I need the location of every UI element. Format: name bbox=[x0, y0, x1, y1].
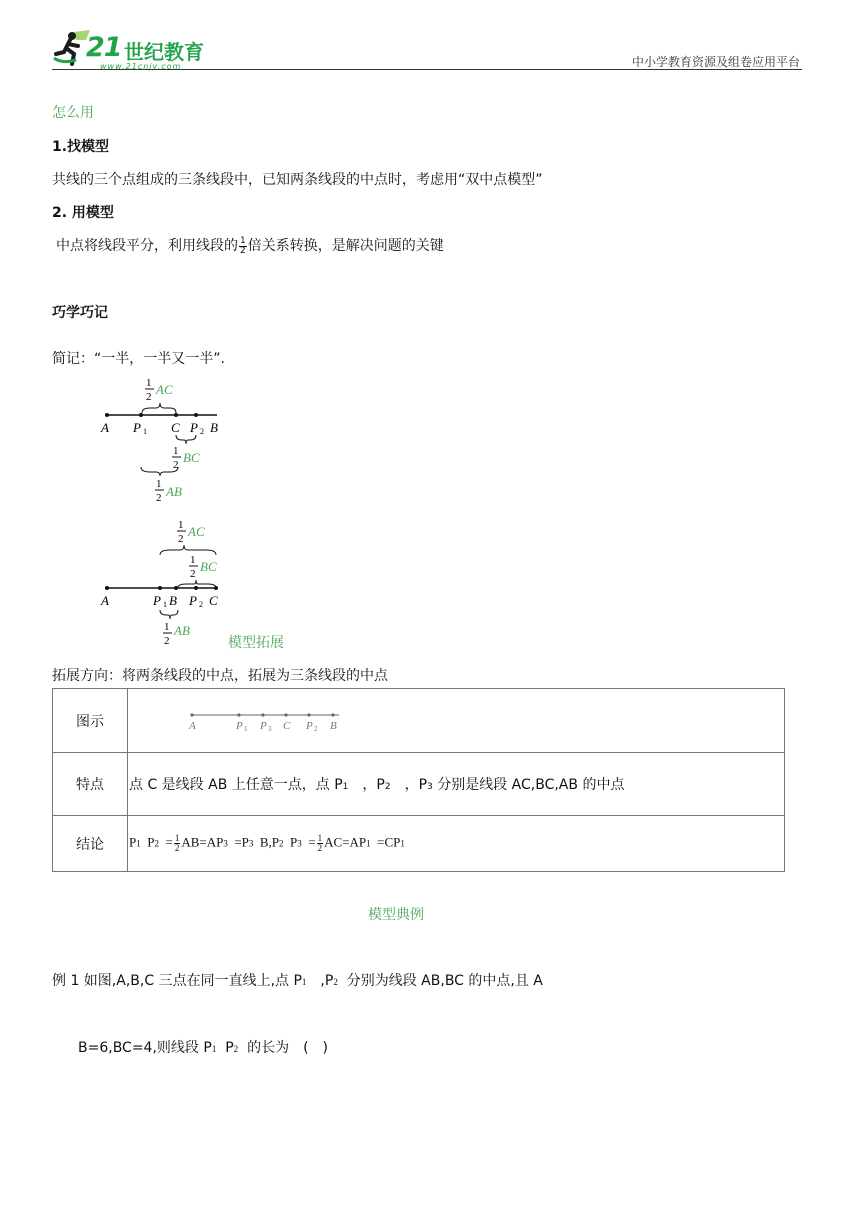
row-figure-cell bbox=[128, 689, 785, 753]
figure-point-dot bbox=[307, 713, 310, 716]
table-figure-svg bbox=[129, 701, 349, 741]
d1-brace-label-ab: AB bbox=[166, 484, 182, 499]
d1-point-a: A bbox=[101, 420, 109, 435]
example-1-line-2: B=6,BC=4,则线段 P1 P2 的长为 ( ) bbox=[78, 1040, 329, 1056]
d1-frac3-num: 1 bbox=[156, 478, 162, 490]
logo-number: 21 bbox=[86, 32, 122, 63]
figure-point-dot bbox=[331, 713, 334, 716]
figure-point-label: B bbox=[330, 719, 337, 732]
figure-point-label: P bbox=[306, 719, 313, 732]
d1-brace-label-ac: AC bbox=[156, 382, 173, 397]
d2-brace-label-bc: BC bbox=[200, 559, 217, 574]
find-model-title: 1.找模型 bbox=[52, 139, 110, 155]
d1-point-b: B bbox=[210, 420, 218, 435]
row-head-conclusion: 结论 bbox=[53, 816, 128, 872]
extension-table bbox=[52, 688, 785, 872]
d2-point-p1-sub: 1 bbox=[163, 600, 167, 609]
d2-point-a: A bbox=[101, 593, 109, 608]
d1-brace-label-bc: BC bbox=[183, 450, 200, 465]
logo-title: 世纪教育 bbox=[124, 40, 204, 64]
figure-point-subscript: 2 bbox=[314, 724, 318, 733]
d1-frac2-num: 1 bbox=[173, 445, 179, 457]
d2-frac2-den: 2 bbox=[190, 568, 196, 580]
row-conclusion-text: P1 P2 = $\frac{1}{2}$ AB=AP3 =P3 B,P2 P3 = $\frac{1}{2}$ AC=AP1 =CP1 bbox=[128, 816, 785, 872]
d2-point-b: B bbox=[169, 593, 177, 608]
d1-point-p1-sub: 1 bbox=[143, 427, 147, 436]
figure-point-label: P bbox=[236, 719, 243, 732]
d1-point-p2-sub: 2 bbox=[200, 427, 204, 436]
d1-point-c: C bbox=[171, 420, 180, 435]
figure-point-subscript: 3 bbox=[268, 724, 272, 733]
diagram-1-svg bbox=[90, 372, 250, 507]
d1-point-p1: P bbox=[133, 420, 141, 435]
d1-frac2-den: 2 bbox=[173, 459, 179, 471]
d1-frac-num: 1 bbox=[146, 377, 152, 389]
use-model-title: 2. 用模型 bbox=[52, 205, 114, 221]
how-to-use-heading: 怎么用 bbox=[52, 105, 94, 121]
use-text-before: 中点将线段平分，利用线段的 bbox=[56, 238, 238, 254]
example-1-line-1: 例 1 如图,A,B,C 三点在同一直线上,点 P1 ,P2 分别为线段 AB,BC 的中点,且 A bbox=[52, 973, 543, 989]
extension-heading: 模型拓展 bbox=[228, 635, 284, 651]
figure-point-label: C bbox=[283, 719, 291, 732]
diagram-2-svg bbox=[90, 514, 250, 649]
table-row-feature bbox=[53, 753, 785, 816]
conclusion-fraction-2: $\frac{1}{2}$ bbox=[317, 833, 323, 853]
d1-frac3-den: 2 bbox=[156, 492, 162, 504]
table-row-conclusion bbox=[53, 816, 785, 872]
d2-point-c: C bbox=[209, 593, 218, 608]
use-text-after: 倍关系转换，是解决问题的关键 bbox=[247, 238, 444, 254]
figure-point-dot bbox=[284, 713, 287, 716]
examples-heading: 模型典例 bbox=[368, 907, 424, 923]
d1-point-p2: P bbox=[190, 420, 198, 435]
d2-brace-label-ac: AC bbox=[188, 524, 205, 539]
extension-direction: 拓展方向：将两条线段的中点，拓展为三条线段的中点 bbox=[52, 668, 388, 684]
figure-point-subscript: 1 bbox=[244, 724, 248, 733]
row-head-figure: 图示 bbox=[53, 689, 128, 753]
use-model-text bbox=[56, 236, 444, 256]
table-row-figure bbox=[53, 689, 785, 753]
d2-brace-label-ab: AB bbox=[174, 623, 190, 638]
d2-frac2-num: 1 bbox=[190, 554, 196, 566]
figure-point-dot bbox=[261, 713, 264, 716]
conclusion-fraction-1: $\frac{1}{2}$ bbox=[174, 833, 180, 853]
d2-frac3-num: 1 bbox=[164, 621, 170, 633]
diagram-1 bbox=[90, 372, 250, 507]
header-divider bbox=[52, 69, 802, 70]
memo-heading: 巧学巧记 bbox=[52, 305, 108, 321]
figure-point-label: A bbox=[189, 719, 196, 732]
memo-text: 简记：“一半，一半又一半”. bbox=[52, 351, 225, 367]
d2-point-p1: P bbox=[153, 593, 161, 608]
find-model-text: 共线的三个点组成的三条线段中，已知两条线段的中点时，考虑用“双中点模型” bbox=[52, 172, 543, 188]
logo-url: www.21cnjy.com bbox=[100, 62, 182, 71]
d2-frac-den: 2 bbox=[178, 533, 184, 545]
platform-name: 中小学教育资源及组卷应用平台 bbox=[631, 55, 800, 69]
figure-point-dot bbox=[237, 713, 240, 716]
d2-frac-num: 1 bbox=[178, 519, 184, 531]
figure-point-dot bbox=[190, 713, 193, 716]
row-feature-text: 点 C 是线段 AB 上任意一点，点 P1 ，P2 ，P3 分别是线段 AC,BC,AB 的中点 bbox=[128, 753, 785, 816]
row-head-feature: 特点 bbox=[53, 753, 128, 816]
diagram-2 bbox=[90, 514, 250, 649]
d2-point-p2-sub: 2 bbox=[199, 600, 203, 609]
half-fraction: $\frac{1}{2}$ bbox=[240, 235, 246, 256]
d1-frac-den: 2 bbox=[146, 391, 152, 403]
d2-frac3-den: 2 bbox=[164, 635, 170, 647]
d2-point-p2: P bbox=[189, 593, 197, 608]
figure-point-label: P bbox=[260, 719, 267, 732]
